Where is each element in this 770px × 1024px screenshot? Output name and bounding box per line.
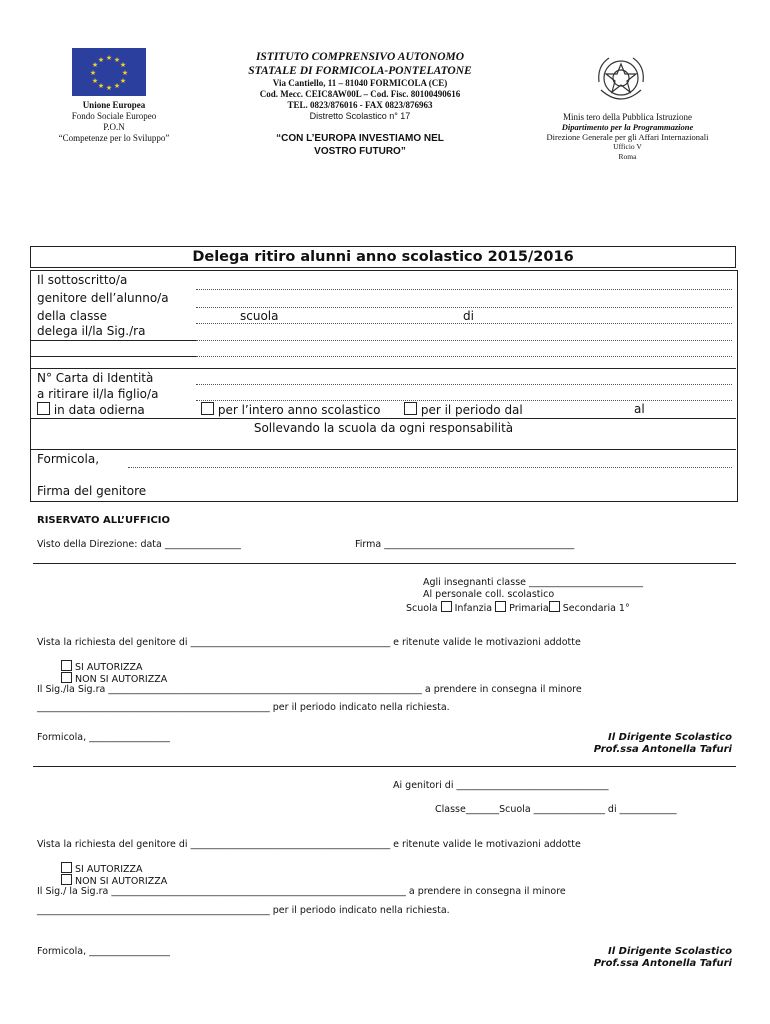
vista-richiesta: Vista la richiesta del genitore di __________________________________________ e ritenute valide le motivazioni addotte <box>37 637 581 648</box>
divider <box>31 418 736 419</box>
periodo-line: _________________________________________________ per il periodo indicato nella richiesta. <box>37 905 450 916</box>
school-type-options <box>406 601 630 615</box>
label-delega: delega il/la Sig./ra <box>37 324 146 338</box>
agli-insegnanti: Agli insegnanti classe ________________________ <box>423 577 644 588</box>
school-address: Via Cantiello, 11 – 81040 FORMICOLA (CE) <box>272 78 448 88</box>
divider <box>31 368 736 369</box>
dirigente-title: Il Dirigente Scolastico <box>608 732 732 743</box>
separator <box>33 563 736 564</box>
field-figlio[interactable] <box>196 400 732 401</box>
divider <box>31 356 196 357</box>
option-label: SI AUTORIZZA <box>75 864 143 875</box>
svg-text:★: ★ <box>121 69 129 77</box>
svg-text:★: ★ <box>113 56 121 64</box>
option-in-data-odierna[interactable] <box>37 402 145 418</box>
label-firma-genitore: Firma del genitore <box>37 484 147 498</box>
school-district: Distretto Scolastico n° 17 <box>309 111 411 121</box>
field-delegato[interactable] <box>196 340 732 341</box>
ministry-line1: Minis tero della Pubblica Istruzione <box>563 112 692 122</box>
checkbox[interactable] <box>404 402 417 415</box>
checkbox[interactable] <box>61 862 72 873</box>
responsibility-note: Sollevando la scuola da ogni responsabilità <box>253 421 514 435</box>
checkbox[interactable] <box>37 402 50 415</box>
formicola-date: Formicola, _________________ <box>37 946 170 957</box>
field-alunno[interactable] <box>196 307 732 308</box>
label-classe: della classe <box>37 309 108 323</box>
periodo-line: _________________________________________________ per il periodo indicato nella richiesta. <box>37 702 450 713</box>
svg-text:★: ★ <box>119 77 127 85</box>
formicola-date: Formicola, _________________ <box>37 732 170 743</box>
field-classe-scuola[interactable] <box>196 323 732 324</box>
classe-scuola-line: Classe_______Scuola _______________ di ____________ <box>435 804 677 815</box>
personale-scolastico: Al personale coll. scolastico <box>423 589 555 600</box>
separator <box>33 766 736 767</box>
italian-republic-emblem-icon <box>595 52 647 106</box>
dirigente-title: Il Dirigente Scolastico <box>608 946 732 957</box>
dirigente-name: Prof.ssa Antonella Tafuri <box>593 958 732 969</box>
field-delegato-2[interactable] <box>196 356 732 357</box>
label-ritirare: a ritirare il/la figlio/a <box>37 387 159 401</box>
label-infanzia: Infanzia <box>454 603 493 614</box>
label-formicola: Formicola, <box>37 452 100 466</box>
school-header <box>215 50 505 158</box>
svg-text:★: ★ <box>91 77 99 85</box>
eu-line1: Unione Europea <box>82 100 146 110</box>
field-carta[interactable] <box>196 384 732 385</box>
field-data[interactable] <box>128 467 732 468</box>
label-scuola: Scuola <box>406 603 438 614</box>
checkbox[interactable] <box>61 660 72 671</box>
option-label: in data odierna <box>53 403 145 417</box>
field-sottoscritto[interactable] <box>196 289 732 290</box>
svg-text:★: ★ <box>97 82 105 90</box>
svg-text:★: ★ <box>91 61 99 69</box>
divider <box>31 449 736 450</box>
vista-richiesta: Vista la richiesta del genitore di __________________________________________ e ritenute valide le motivazioni addotte <box>37 839 581 850</box>
svg-text:★: ★ <box>113 82 121 90</box>
checkbox[interactable] <box>61 874 72 885</box>
eu-line3: P.O.N <box>103 122 125 132</box>
motto-2: VOSTRO FUTURO” <box>314 146 406 157</box>
option-label: SI AUTORIZZA <box>75 662 143 673</box>
label-primaria: Primaria <box>509 603 549 614</box>
ministry-line5: Roma <box>618 152 637 161</box>
school-title-2: STATALE DI FORMICOLA-PONTELATONE <box>248 65 472 77</box>
motto-1: “CON L’EUROPA INVESTIAMO NEL <box>276 133 444 144</box>
visto-direzione: Visto della Direzione: data ________________ <box>37 539 241 550</box>
svg-text:★: ★ <box>119 61 127 69</box>
office-heading: RISERVATO ALL’UFFICIO <box>37 515 171 526</box>
checkbox-infanzia[interactable] <box>441 601 452 612</box>
dirigente-name: Prof.ssa Antonella Tafuri <box>593 744 732 755</box>
svg-text:★: ★ <box>89 69 97 77</box>
sig-line: Il Sig./ la Sig.ra ______________________________________________________________ a prendere in consegna il minore <box>37 886 566 897</box>
ministry-line3: Direzione Generale per gli Affari Internazionali <box>546 132 709 142</box>
ministry-line2: Dipartimento per la Programmazione <box>561 122 694 132</box>
eu-stars-icon <box>72 48 146 96</box>
checkbox[interactable] <box>201 402 214 415</box>
svg-text:★: ★ <box>105 54 113 62</box>
label-carta: N° Carta di Identità <box>37 371 154 385</box>
eu-line4: “Competenze per lo Sviluppo” <box>58 133 170 143</box>
label-al: al <box>634 402 645 416</box>
eu-line2: Fondo Sociale Europeo <box>71 111 157 121</box>
option-label: per il periodo dal <box>420 403 523 417</box>
option-label: per l’intero anno scolastico <box>217 403 381 417</box>
option-intero-anno[interactable] <box>201 402 380 418</box>
school-title-1: ISTITUTO COMPRENSIVO AUTONOMO <box>255 51 465 63</box>
label-scuola: scuola <box>240 309 279 323</box>
checkbox[interactable] <box>61 672 72 683</box>
school-tel: TEL. 0823/876016 - FAX 0823/876963 <box>287 100 433 110</box>
ministry-caption <box>525 112 730 162</box>
school-codes: Cod. Mecc. CEIC8AW00L – Cod. Fisc. 80100490616 <box>259 89 461 99</box>
option-label: NON SI AUTORIZZA <box>75 876 168 887</box>
ministry-line4: Ufficio V <box>613 142 642 151</box>
option-periodo[interactable] <box>404 402 523 418</box>
ai-genitori: Ai genitori di ________________________________ <box>393 780 609 791</box>
label-secondaria: Secondaria 1° <box>562 603 630 614</box>
option-label: NON SI AUTORIZZA <box>75 674 168 685</box>
svg-text:★: ★ <box>105 84 113 92</box>
svg-text:★: ★ <box>97 56 105 64</box>
label-sottoscritto: Il sottoscritto/a <box>37 273 128 287</box>
sig-line: Il Sig./la Sig.ra __________________________________________________________________ a prendere in consegna il minore <box>37 684 582 695</box>
checkbox-primaria[interactable] <box>495 601 506 612</box>
checkbox-secondaria[interactable] <box>549 601 560 612</box>
form-title: Delega ritiro alunni anno scolastico 2015/2016 <box>30 246 736 268</box>
eu-caption <box>40 100 188 144</box>
label-di: di <box>463 309 474 323</box>
firma-direzione: Firma ________________________________________ <box>355 539 575 550</box>
divider <box>31 340 196 341</box>
eu-flag-logo <box>72 48 146 96</box>
label-genitore: genitore dell’alunno/a <box>37 291 169 305</box>
